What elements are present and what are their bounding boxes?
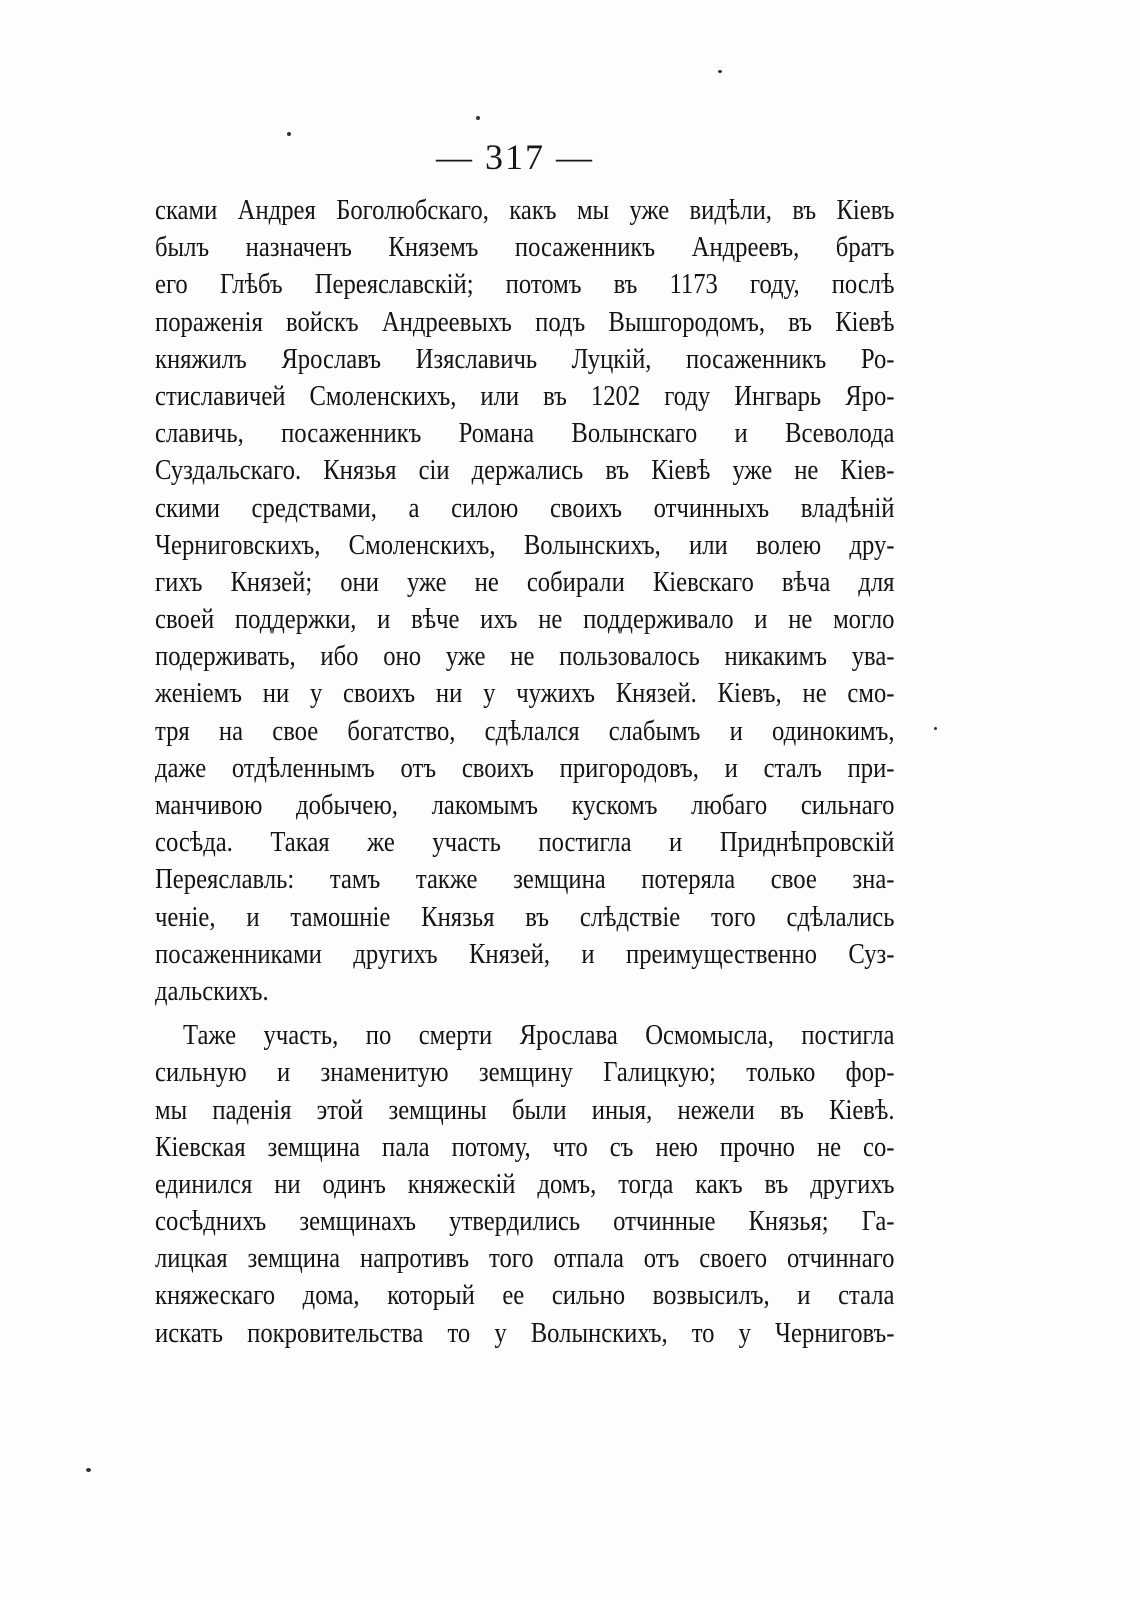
paragraph-2 <box>155 1017 895 1352</box>
text-line: былъ назначенъ Княземъ посаженникъ Андреевъ, братъ <box>155 231 895 264</box>
page-number: — 317 — <box>436 137 594 177</box>
text-line: даже отдѣленнымъ отъ своихъ пригородовъ, и сталъ при- <box>155 751 895 784</box>
text-line: сосѣднихъ земщинахъ утвердились отчинные Князья; Га- <box>155 1205 895 1238</box>
text-line: Кіевская земщина пала потому, что съ нею прочно не со- <box>155 1130 895 1163</box>
text-line: гихъ Князей; они уже не собирали Кіевскаго вѣча для <box>155 565 895 598</box>
text-line: княжилъ Ярославъ Изяславичь Луцкій, посаженникъ Ро- <box>155 342 895 375</box>
text-line: единился ни одинъ княжескій домъ, тогда какъ въ другихъ <box>155 1167 895 1200</box>
text-body <box>155 192 895 1352</box>
text-line: тря на свое богатство, сдѣлался слабымъ и одинокимъ, <box>155 714 895 747</box>
paragraph-gap <box>155 1010 895 1017</box>
text-line: сильную и знаменитую земщину Галицкую; только фор- <box>155 1056 895 1089</box>
text-line: лицкая земщина напротивъ того отпала отъ своего отчиннаго <box>155 1242 895 1275</box>
paragraph-1 <box>155 192 895 1010</box>
text-line: сосѣда. Такая же участь постигла и Приднѣпровскій <box>155 826 895 859</box>
text-line: манчивою добычею, лакомымъ кускомъ любаго сильнаго <box>155 789 895 821</box>
text-line: ченіе, и тамошніе Князья въ слѣдствіе того сдѣлались <box>155 900 895 933</box>
text-line: мы паденія этой земщины были иныя, нежели въ Кіевѣ. <box>155 1093 895 1126</box>
text-line: Таже участь, по смерти Ярослава Осмомысла, постигла <box>183 1019 895 1052</box>
text-line: дальскихъ. <box>155 974 269 1007</box>
scan-speck <box>718 70 722 73</box>
text-line: Суздальскаго. Князья сіи держались въ Кіевѣ уже не Кіев- <box>155 454 895 487</box>
scan-speck <box>287 132 291 136</box>
text-line: своей поддержки, и вѣче ихъ не поддерживало и не могло <box>155 603 895 636</box>
text-line: Переяславль: тамъ также земщина потеряла свое зна- <box>155 863 895 896</box>
text-line: сками Андрея Боголюбскаго, какъ мы уже видѣли, въ Кіевъ <box>155 194 895 226</box>
text-line: Черниговскихъ, Смоленскихъ, Волынскихъ, или волею дру- <box>155 528 895 561</box>
text-line: скими средствами, а силою своихъ отчинныхъ владѣній <box>155 491 895 524</box>
scan-speck <box>934 727 937 730</box>
text-line: славичь, посаженникъ Романа Волынскаго и Всеволода <box>155 417 895 450</box>
text-line: пораженія войскъ Андреевыхъ подъ Вышгородомъ, въ Кіевѣ <box>155 305 895 338</box>
text-line: стиславичей Смоленскихъ, или въ 1202 году Ингварь Яро- <box>155 379 895 412</box>
text-line: женіемъ ни у своихъ ни у чужихъ Князей. Кіевъ, не смо- <box>155 677 895 710</box>
scan-speck <box>476 116 480 120</box>
text-line: его Глѣбъ Переяславскій; потомъ въ 1173 году, послѣ <box>155 268 895 301</box>
text-line: подерживать, ибо оно уже не пользовалось никакимъ ува- <box>155 640 895 673</box>
scan-speck <box>86 1468 91 1472</box>
text-line: посаженниками другихъ Князей, и преимущественно Суз- <box>155 937 895 970</box>
text-line: княжескаго дома, который ее сильно возвысилъ, и стала <box>155 1279 895 1312</box>
text-line: искать покровительства то у Волынскихъ, то у Черниговъ- <box>155 1316 895 1349</box>
